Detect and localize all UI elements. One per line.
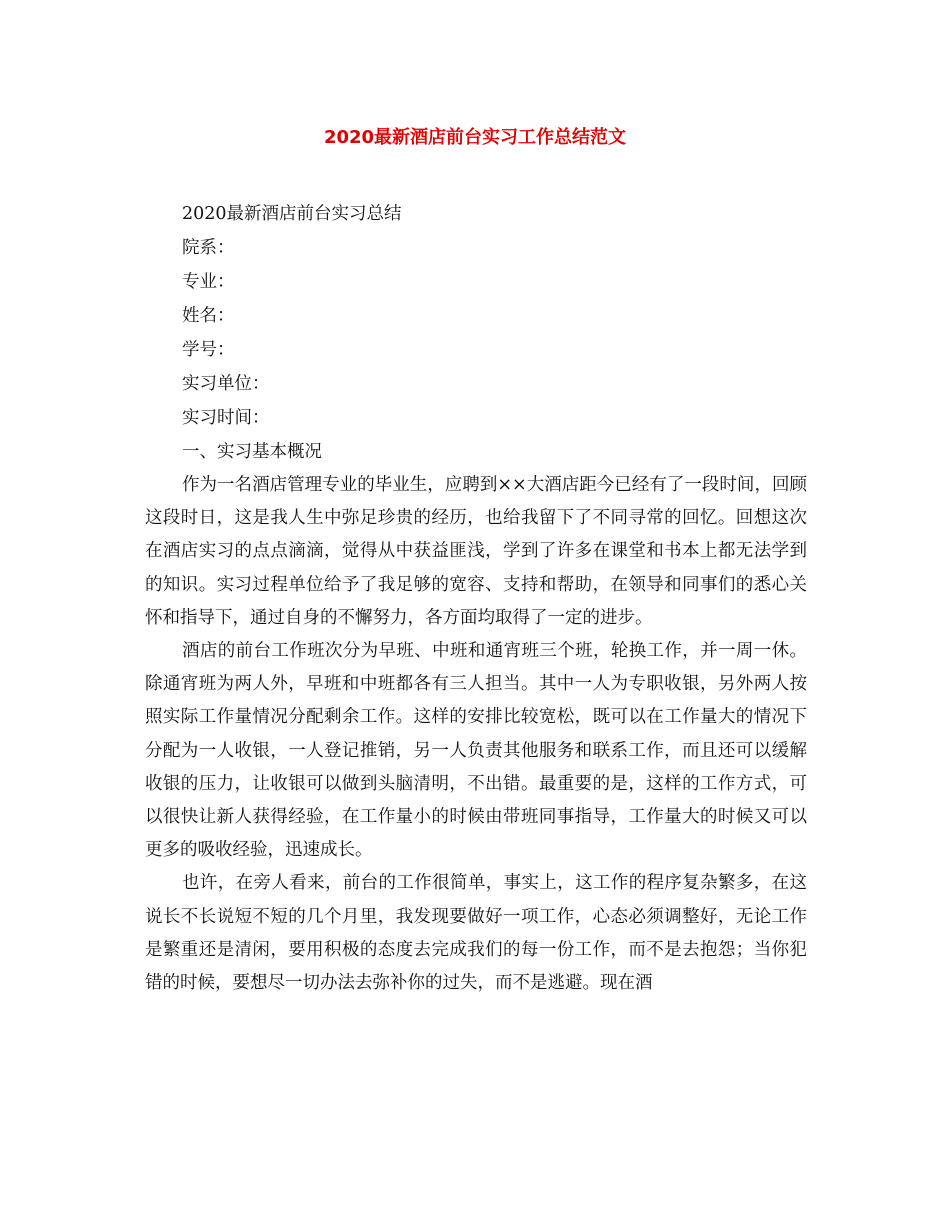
document-title: 2020最新酒店前台实习工作总结范文 xyxy=(323,127,627,148)
major-field: 专业： xyxy=(182,272,235,292)
document-body xyxy=(145,197,807,1000)
subtitle-line: 2020最新酒店前台实习总结 xyxy=(182,204,402,224)
department-field: 院系： xyxy=(182,238,235,258)
student-id-field: 学号： xyxy=(182,340,235,360)
internship-time-field: 实习时间： xyxy=(182,408,270,428)
name-field: 姓名： xyxy=(182,306,235,326)
section-heading: 一、实习基本概况 xyxy=(182,442,322,462)
body-paragraph: 作为一名酒店管理专业的毕业生，应聘到××大酒店距今已经有了一段时间，回顾这段时日，这是我人生中弥足珍贵的经历，也给我留下了不同寻常的回忆。回想这次在酒店实习的点点滴滴，觉得从中获益匪浅，学到了许多在课堂和书本上都无法学到的知识。实习过程单位给予了我足够的宽容、支持和帮助，在领导和同事们的悉心关怀和指导下，通过自身的不懈努力，各方面均取得了一定的进步。 xyxy=(145,475,807,628)
body-paragraph: 也许，在旁人看来，前台的工作很简单，事实上，这工作的程序复杂繁多，在这说长不长说短不短的几个月里，我发现要做好一项工作，心态必须调整好，无论工作是繁重还是清闲，要用积极的态度去完成我们的每一份工作，而不是去抱怨；当你犯错的时候，要想尽一切办法去弥补你的过失，而不是逃避。现在酒 xyxy=(145,873,807,994)
body-paragraph: 酒店的前台工作班次分为早班、中班和通宵班三个班，轮换工作，并一周一休。除通宵班为两人外，早班和中班都各有三人担当。其中一人为专职收银，另外两人按照实际工作量情况分配剩余工作。这样的安排比较宽松，既可以在工作量大的情况下分配为一人收银，一人登记推销，另一人负责其他服务和联系工作，而且还可以缓解收银的压力，让收银可以做到头脑清明，不出错。最重要的是，这样的工作方式，可以很快让新人获得经验，在工作量小的时候由带班同事指导，工作量大的时候又可以更多的吸收经验，迅速成长。 xyxy=(145,641,807,861)
internship-unit-field: 实习单位： xyxy=(182,374,270,394)
